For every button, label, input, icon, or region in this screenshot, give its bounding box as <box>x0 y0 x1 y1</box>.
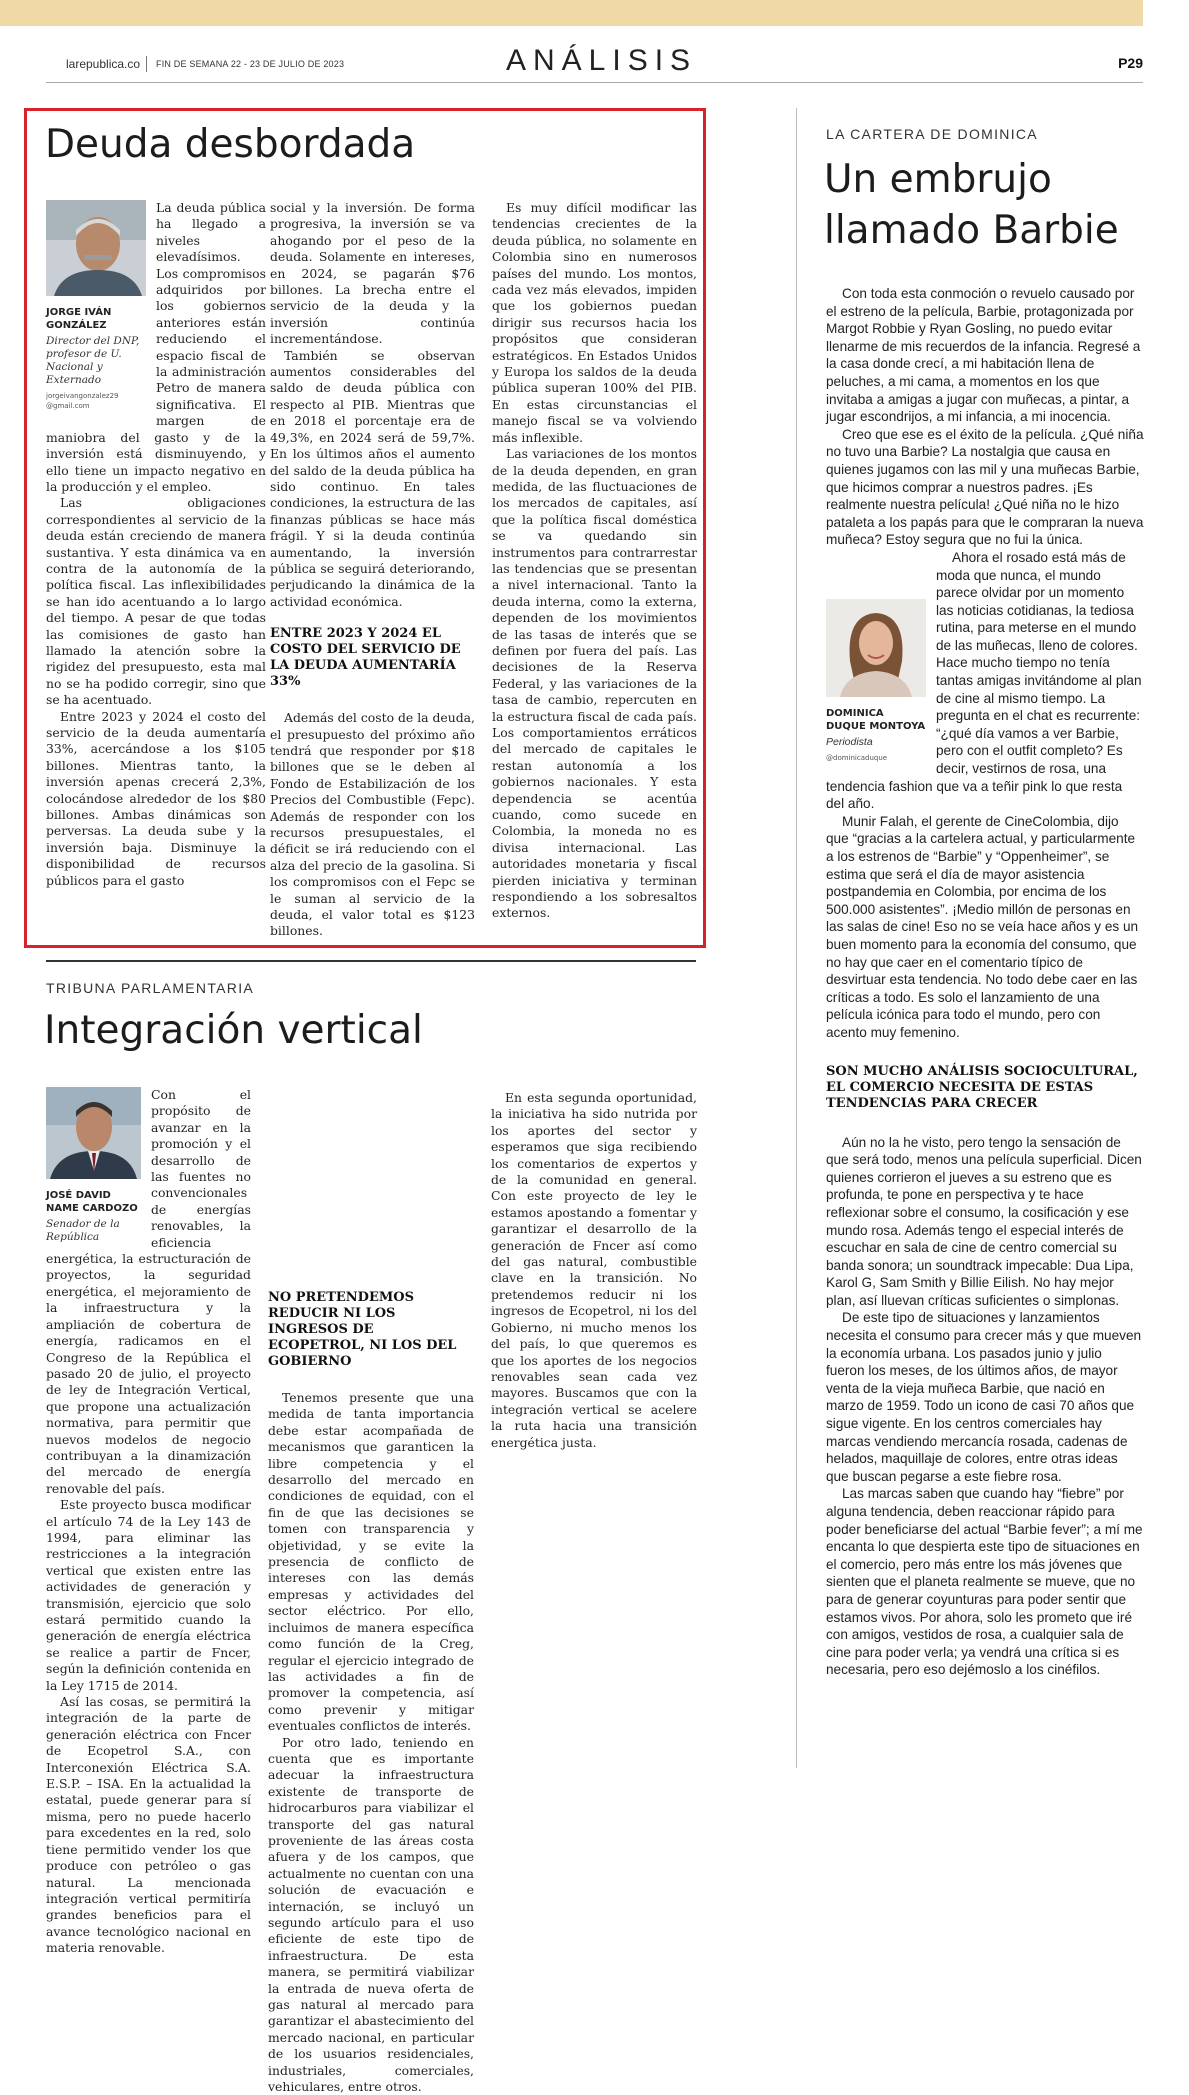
masthead-separator <box>146 56 147 72</box>
author-photo <box>46 200 146 296</box>
article3-paragraph: Ahora el rosado está más de moda que nunca, el mundo parece olvidar por un momento las noticias cotidianas, la tediosa rutina, para meterse en el mundo de las muñecas, lleno de colores. Hace mucho tiempo no tenía tantas amigas invitándome al plan de cine al mismo tiempo. La pregunta en el chat es recurrente: “¿qué día vamos a ver Barbie, pero con el outfit completo? Es decir, vestirnos de rosa, una tendencia fashion que va a teñir pink lo que resta del año. <box>826 549 1142 812</box>
portrait-photo-icon <box>826 599 926 697</box>
article2-paragraph: Así las cosas, se permitirá la integración de la parte de generación eléctrica con Fncer de Ecopetrol S.A., con Interconexión Eléctrica S.A. E.S.P. – ISA. En la actualidad la estatal, puede generar para sí misma, pero no puede hacerlo para excedentes en la red, solo tiene permitido vender los que produce con petróleo o gas natural. La mencionada integración vertical permitiría grandes beneficios para el avance tecnológico nacional en materia renovable. <box>46 1694 251 1956</box>
article3-column <box>826 285 1144 1679</box>
page-number: P29 <box>1118 55 1143 71</box>
article2-col2 <box>268 1090 474 2095</box>
article3-paragraph: Con toda esta conmoción o revuelo causado por el estreno de la película, Barbie, protagonizada por Margot Robbie y Ryan Gosling, no puedo evitar llenarme de mis recuerdos de la infancia. Regresé a la casa donde crecí, a mi habitación llena de peluches, a mi cama, a momentos en los que invitaba a amigas a jugar con muñecas, a pintar, a jugar escondrijos, a mi infancia, a mi inocencia. <box>826 286 1141 425</box>
article1-paragraph: La deuda pública ha llegado a niveles elevadísimos. Los compromisos adquiridos por los gobiernos anteriores están reduciendo el espacio fiscal de la administración Petro de manera significativa. El margen de maniobra del gasto y de la inversión está disminuyendo, y ello tiene un impacto negativo en la producción y el empleo. <box>46 200 266 494</box>
article1-col2 <box>270 200 475 940</box>
article1-paragraph: También se observan aumentos considerables del saldo de deuda pública con respecto al PIB. Mientras que en 2018 el porcentaje era de 49,3%, en 2024 será de 59,7%. En los últimos años el aumento del saldo de la deuda pública ha sido continuo. En tales condiciones, la estructura de las finanzas públicas se hace más frágil. Y si la deuda continúa aumentando, la inversión pública se seguirá deteriorando, perjudicando la dinámica de la actividad económica. <box>270 347 475 609</box>
article1-col1 <box>46 200 266 889</box>
article1-paragraph: Es muy difícil modificar las tendencias crecientes de la deuda pública, no solamente en Colombia sino en numerosos países del mundo. Los montos, cada vez más elevados, impiden que los gobiernos puedan dirigir sus recursos hacia los propósitos que consideran estratégicos. En Estados Unidos y Europa los saldos de la deuda pública superan 100% del PIB. En estas circunstancias el manejo fiscal se va volviendo más inflexible. <box>492 200 697 445</box>
article3-subhead: SON MUCHO ANÁLISIS SOCIOCULTURAL, EL COMERCIO NECESITA DE ESTAS TENDENCIAS PARA CRECER <box>826 1063 1138 1111</box>
article2-paragraph: En esta segunda oportunidad, la iniciativa ha sido nutrida por los aportes del sector y esperamos que siga recibiendo los comentarios de expertos y de la comunidad en general. Con este proyecto de ley le estamos apostando a fomentar y garantizar el desarrollo de la generación de Fncer así como del gas natural, combustible clave en la transición. No pretendemos reducir ni los ingresos de Ecopetrol, ni los del Gobierno, ni mucho menos los del país, lo que queremos es que los aportes de los negocios renovables sean cada vez mayores. Buscamos que con la integración vertical se acelere la ruta hacia una transición energética justa. <box>491 1090 697 1450</box>
article3-title-line: Un embrujo <box>824 157 1052 202</box>
masthead-rule <box>46 82 1143 83</box>
article2-col3 <box>491 1090 697 1451</box>
section-divider <box>46 960 696 962</box>
article2-col1 <box>46 1087 251 1957</box>
article3-paragraph: Aún no la he visto, pero tengo la sensación de que será todo, menos una película superficial. Dicen quienes corrieron el jueves a su estreno que es profunda, te pone en perspectiva y te hace reflexionar sobre el consumo, la cosificación y ese mundo rosa. Además tengo el especial interés de escuchar en sala de cine de centro comercial su banda sonora; un soundtrack impecable: Dua Lipa, Karol G, Sam Smith y Billie Eilish. No hay mejor plan, así lluevan críticas suficientes o simplonas. <box>826 1134 1142 1308</box>
author-role: Director del DNP, profesor de U. Nacional y Externado <box>46 335 140 386</box>
portrait-photo-icon <box>46 1087 141 1179</box>
article1-title: Deuda desbordada <box>45 122 416 167</box>
article1-subhead: ENTRE 2023 Y 2024 EL COSTO DEL SERVICIO DE LA DEUDA AUMENTARÍA 33% <box>270 626 461 690</box>
article2-subhead: NO PRETENDEMOS REDUCIR NI LOS INGRESOS DE ECOPETROL, NI LOS DEL GOBIERNO <box>268 1290 457 1369</box>
portrait-photo-icon <box>46 200 146 296</box>
author-role: Senador de la República <box>46 1218 120 1243</box>
author-name: DOMINICA DUQUE MONTOYA <box>826 707 926 732</box>
article3-kicker: LA CARTERA DE DOMINICA <box>826 126 1038 142</box>
article2-paragraph: Tenemos presente que una medida de tanta importancia debe estar acompañada de mecanismos que garanticen la libre competencia y el desarrollo del mercado en condiciones de equidad, con el fin de que las decisiones se tomen con transparencia y objetividad, y se evite la presencia de conflicto de intereses con las demás empresas y actividades del sector eléctrico. Por ello, incluimos de manera específica como función de la Creg, regular el ejercicio integrado de las actividades a fin de promover la competencia, así como prevenir y mitigar eventuales conflictos de interés. <box>268 1390 474 1734</box>
article3-author <box>826 599 926 763</box>
article2-paragraph: Por otro lado, teniendo en cuenta que es importante adecuar la infraestructura existente de transporte de hidrocarburos para viabilizar el transporte del gas natural proveniente de las áreas costa afuera y de los campos, que actualmente no cuentan con una solución de evacuación e internación, se incluyó un segundo artículo para el uso eficiente de este tipo de infraestructura. De esta manera, se permitirá viabilizar la entrada de nueva oferta de gas natural al mercado para garantizar el abastecimiento del mercado nacional, en particular de los usuarios residenciales, industriales, comerciales, vehiculares, entre otros. <box>268 1734 474 2095</box>
article3-paragraph: Las marcas saben que cuando hay “fiebre” por alguna tendencia, deben reaccionar rápido para poder beneficiarse del actual “Barbie fever”; a mí me encanta lo que despierta este tipo de situaciones en el comercio, pero más entre los más jóvenes que sienten que el planeta realmente se mueve, que no para de generar coyunturas para poder sentir que estamos vivos. Por ahora, solo les prometo que iré con amigos, vestidos de rosa, a cualquier sala de cine para poder verla; ya vendrá una crítica si es necesaria, pero eso dejémoslo a los cinéfilos. <box>826 1486 1143 1678</box>
article1-col3 <box>492 200 697 922</box>
masthead <box>66 44 1143 82</box>
article3-title-line: llamado Barbie <box>824 208 1119 253</box>
author-name: JORGE IVÁN GONZÁLEZ <box>46 307 112 331</box>
article3-paragraph: Munir Falah, el gerente de CineColombia, dijo que “gracias a la cartelera actual, y particularmente a los estrenos de “Barbie” y “Oppenheimer”, se estima que será el día de mayor asistencia postpandemia en Colombia, por encima de los 500.000 asistentes”. ¡Medio millón de personas en las salas de cine! Eso no se veía hace años y es un buen momento para la economía del consumo, que no hay que caer en el comentario típico de desvirtuar esta tendencia. No todo debe caer en las críticas a todo. Es solo el lanzamiento de una película icónica para todo el mundo, pero con acento muy femenino. <box>826 813 1139 1040</box>
author-email[interactable]: jorgeivangonzalez29 @gmail.com <box>46 392 119 410</box>
article1-paragraph: Las variaciones de los montos de la deuda dependen, en gran medida, de las fluctuaciones de los mercados de capitales, así que la política fiscal doméstica se va quedando sin instrumentos para contrarrestar las tendencias que se presentan a nivel internacional. Tanto la deuda interna, como la externa, dependen de los movimientos de las tasas de interés que se definen por fuera del país. Las decisiones de la Reserva Federal, y las variaciones de la tasa de cambio, repercuten en la estructura fiscal de cada país. Los comportamientos erráticos del mercado de capitales le restan autonomía a los gobiernos nacionales. Y esta dependencia se acentúa cuando, como sucede en Colombia, la moneda no es divisa internacional. Las autoridades monetaria y fiscal pierden iniciativa y terminan respondiendo a los sobresaltos externos. <box>492 446 697 921</box>
article1-paragraph: Las obligaciones correspondientes al servicio de la deuda están creciendo de manera sustantiva. Y esta dinámica va en contra de la autonomía de la política fiscal. Las inflexibilidades se han ido acentuando a lo largo del tiempo. A pesar de que todas las comisiones de gasto han llamado la atención sobre la rigidez del presupuesto, esta mal no se ha podido corregir, sino que se ha acentuado. <box>46 495 266 708</box>
author-name: JOSÉ DAVID NAME CARDOZO <box>46 1190 138 1214</box>
article1-author <box>46 200 146 411</box>
article2-paragraph: Con el propósito de avanzar en la promoción y el desarrollo de las fuentes no convencionales de energías renovables, la eficiencia energética, la estructuración de proyectos, la seguridad energética, el mejoramiento de la infraestructura y la ampliación de cobertura de energía, radicamos en el Congreso de la República el pasado 20 de julio, el proyecto de ley de Integración Vertical, que propone una actualización normativa, para permitir que nuevos modelos de negocio contribuyan a la dinamización del mercado de energía renovable del país. <box>46 1087 251 1496</box>
article1-paragraph: social y la inversión. De forma progresiva, la inversión se va ahogando por el peso de la deuda. Solamente en intereses, en 2024, se pagarán $76 billones. La brecha entre el servicio de la deuda y la inversión continúa incrementándose. <box>270 200 475 347</box>
author-role: Periodista <box>826 735 873 748</box>
article3-title <box>824 154 1119 256</box>
article1-paragraph: Entre 2023 y 2024 el costo del servicio de la deuda aumentaría 33%, acercándose a los $105 billones. Mientras tanto, la inversión apenas crecerá 2,3%, colocándose alrededor de los $80 billones. Ambas dinámicas son perversas. La deuda sube y la inversión baja. Disminuye la disponibilidad de recursos públicos para el gasto <box>46 708 266 888</box>
edition-date: FIN DE SEMANA 22 - 23 DE JULIO DE 2023 <box>156 59 345 69</box>
article2-paragraph: Este proyecto busca modificar el artículo 74 de la Ley 143 de 1994, para eliminar las restricciones a la integración vertical que existen entre las actividades de generación y transmisión, ejercicio que solo estará permitido cuando la generación de energía eléctrica se realice a partir de Fncer, según la definición contenida en la Ley 1715 de 2014. <box>46 1497 251 1693</box>
article2-title: Integración vertical <box>44 1008 423 1053</box>
top-color-band <box>0 0 1143 26</box>
column-divider <box>796 108 797 1768</box>
section-title: ANÁLISIS <box>506 44 698 77</box>
author-photo <box>46 1087 141 1179</box>
author-handle[interactable]: @dominicaduque <box>826 753 888 762</box>
article2-author <box>46 1087 141 1244</box>
author-photo <box>826 599 926 697</box>
article2-kicker: TRIBUNA PARLAMENTARIA <box>46 980 255 996</box>
article1-paragraph: Además del costo de la deuda, el presupuesto del próximo año tendrá que responder por $18 billones que se le deben al Fondo de Estabilización de los Precios del Combustible (Fepc). Además de responder con los recursos presupuestales, el déficit se irá reduciendo con el alza del precio de la gasolina. Si los compromisos con el Fepc se le suman al servicio de la deuda, el valor total es $123 billones. <box>270 710 475 939</box>
site-name[interactable]: larepublica.co <box>66 57 141 71</box>
article3-paragraph: Creo que ese es el éxito de la película. ¿Qué niña no tuvo una Barbie? La nostalgia que causa en quienes jugamos con las mil y una muñecas Barbie, que hicimos comprar a nuestros padres. ¡Es realmente nuestra película! ¿Qué niña no le hizo pataleta a los papás para que le compraran la nueva muñeca? Estoy segura que no fui la única. <box>826 426 1144 548</box>
article3-paragraph: De este tipo de situaciones y lanzamientos necesita el consumo para crecer más y que mueven la economía urbana. Los pasados junio y julio fueron los meses, de los últimos años, de mayor venta de la vieja muñeca Barbie, que nació en marzo de 1959. Todo un icono de casi 70 años que sigue vigente. En los centros comerciales hay marcas vendiendo mercancía rosada, cadenas de helados, maquillaje de colores, entre otras ideas que buscan pegarse a este fiebre rosa. <box>826 1310 1142 1484</box>
